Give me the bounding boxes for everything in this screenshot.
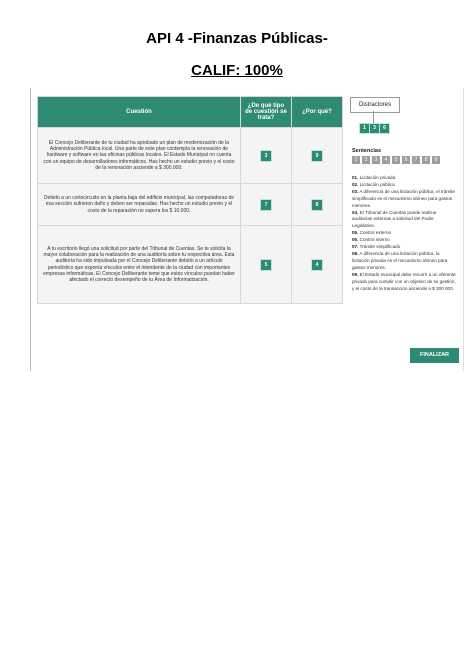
question-text: El Concejo Deliberante de tu ciudad ha aprobado un plan de modernización de la Administración Pública local. Una parte de este plan contempla la renovación de hardware y software en las oficinas públicas locales. El Estado Municipal no cuenta con un equipo de desarrolladores informáticos. Has hecho un estudio previo y el costo de la renovación asciende a $ 300.000.	[38, 128, 241, 184]
sentence-number-chip[interactable]: 1	[352, 156, 360, 164]
sentence-number-chip[interactable]: 4	[382, 156, 390, 164]
finish-button[interactable]: FINALIZAR	[410, 348, 459, 363]
list-item: 09. El Estado municipal debe recurrir a un oferente privado para cumplir con un objetivo de su gestión, y el costo de la transacción asciende a $ 300.000.	[352, 271, 456, 291]
reason-cell[interactable]	[291, 184, 342, 226]
column-header-porque: ¿Por qué?	[291, 97, 342, 128]
answer-badge[interactable]: 9	[311, 150, 323, 162]
sentence-number-chip[interactable]: 5	[392, 156, 400, 164]
sentence-number-chip[interactable]: 8	[422, 156, 430, 164]
list-item: 05. Control externo	[352, 230, 392, 236]
answer-badge[interactable]: 5	[260, 259, 272, 271]
question-text: Debido a un cortocircuito en la planta baja del edificio municipal, las computadoras de esa sección sufrieron daño y deben ser reparadas. Has hecho un estudio previo y el costo de la reparación no supera los $ 10.000.	[38, 184, 241, 226]
answer-badge[interactable]: 7	[260, 199, 272, 211]
document-title: API 4 -Finanzas Públicas-	[146, 30, 328, 47]
distractor-chip[interactable]: 6	[379, 123, 390, 134]
list-item: 06. Control interno	[352, 237, 390, 243]
type-cell[interactable]	[240, 226, 291, 304]
distractor-chip[interactable]: 3	[369, 123, 380, 134]
table-row	[38, 226, 343, 304]
distractor-chip[interactable]: 1	[359, 123, 370, 134]
sentencias-title: Sentencias	[352, 148, 382, 154]
list-item: 07. Trámite simplificado	[352, 244, 401, 250]
grade-label: CALIF: 100%	[191, 62, 283, 79]
reason-cell[interactable]	[291, 226, 342, 304]
sentence-number-chip[interactable]: 3	[372, 156, 380, 164]
sentence-number-chip[interactable]: 6	[402, 156, 410, 164]
sentence-number-chip[interactable]: 7	[412, 156, 420, 164]
table-row	[38, 128, 343, 184]
column-header-cuestion: Cuestión	[38, 97, 241, 128]
distractores-box: Distractores	[350, 97, 400, 113]
column-header-tipo: ¿De qué tipo de cuestión se trata?	[240, 97, 291, 128]
sentence-number-chip[interactable]: 2	[362, 156, 370, 164]
list-item: 04. El Tribunal de Cuentas puede realizar auditorías externas a solicitud del Poder Legislativo.	[352, 209, 437, 229]
answer-badge[interactable]: 8	[311, 199, 323, 211]
answer-badge[interactable]: 4	[311, 259, 323, 271]
type-cell[interactable]	[240, 184, 291, 226]
reason-cell[interactable]	[291, 128, 342, 184]
questions-table	[37, 96, 343, 304]
list-item: 03. A diferencia de una licitación pública, el trámite simplificado es el mecanismo idóneo para gastos menores.	[352, 188, 455, 208]
table-header-row	[38, 97, 343, 128]
answer-badge[interactable]: 3	[260, 150, 272, 162]
type-cell[interactable]	[240, 128, 291, 184]
list-item: 02. Licitación pública	[352, 181, 395, 187]
table-row	[38, 184, 343, 226]
list-item: 08. A diferencia de una licitación pública, la licitación privada es el mecanismo idóneo para gastos menores.	[352, 250, 448, 270]
list-item: 01. Licitación privada	[352, 175, 396, 180]
sentence-number-chip[interactable]: 9	[432, 156, 440, 164]
distractores-connector	[373, 111, 374, 123]
question-text: A tu escritorio llegó una solicitud por parte del Tribunal de Cuentas. Se te solicita la mayor colaboración para la realización de una auditoría sobre tu respectiva área. Esta auditoría ha sido impulsada por el Concejo Deliberante debido a un artículo periodístico que exponía vínculos entre el intendente de la ciudad con importantes empresas informáticas. El Concejo Deliberante teme que estos vínculos puedan haber afectado el correcto desempeño de tu Área de Informatización.	[38, 226, 241, 304]
sentences-list	[352, 175, 456, 292]
